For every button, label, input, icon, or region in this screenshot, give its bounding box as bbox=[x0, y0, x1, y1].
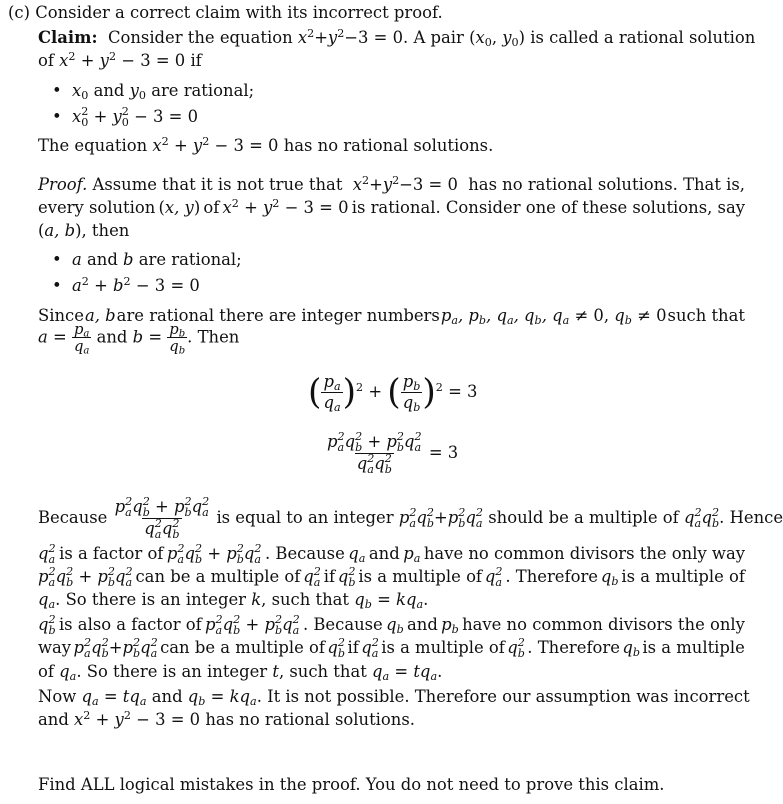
proof-bullet-2: • $a^2 + b^2 - 3 = 0$ bbox=[52, 275, 200, 297]
proof-label: Proof. bbox=[38, 175, 88, 194]
final-line: and $x^2 + y^2 - 3 = 0$ has no rational solutions. bbox=[38, 708, 415, 729]
para1-line-3: $q_a$. So there is an integer k, such that $q_b = kq_a$. bbox=[38, 590, 429, 611]
task-instruction: Find ALL logical mistakes in the proof. You do not need to prove this claim. bbox=[38, 775, 665, 794]
claim-bullet-1: • $x_0$ and $y_0$ are rational; bbox=[52, 80, 254, 102]
equation: $x^2+y^2-3 = 0$ bbox=[297, 26, 404, 47]
header-text: Consider a correct claim with its incorrect proof. bbox=[35, 3, 443, 22]
claim-label: Claim: bbox=[38, 28, 98, 47]
claim-line-1: Claim: Consider the equation $x^2+y^2-3 = 0$. A pair ($x_0$, $y_0$) is called a rational solution bbox=[38, 26, 756, 49]
display-equation-1: ( $\frac{p_a}{q_a}$ )$^2$ + ( $\frac{p_b}{q_b}$ )$^2$ = 3 bbox=[308, 372, 478, 414]
para2-line-3: of $q_a$. So there is an integer t, such that $q_a = tq_a$. bbox=[38, 662, 443, 683]
because-line: Because p 2 a q 2 b + p 2 b q 2 a q 2 a q 2 b is equal to an integer p 2 a q 2 b +p 2 b q 2 a should be a multiple of q 2 a q 2 b . Hence bbox=[38, 495, 783, 541]
claim-line-2: of $x^2 + y^2 - 3 = 0$ if bbox=[38, 49, 202, 70]
proof-bullet-1: • a and b are rational; bbox=[52, 249, 242, 271]
para2-line-1: q 2 b is also a factor of p 2 a q 2 b + p 2 b q 2 a . Because $q_b$ and $p_b$ have no common divisors the only bbox=[38, 612, 745, 637]
proof-line-1: Proof. Assume that it is not true that $x^2+y^2-3 = 0$ has no rational solutions. That is, bbox=[38, 173, 745, 194]
fraction-definition-line: a = $\frac{p_a}{q_a}$ and b = $\frac{p_b}{q_b}$ . Then bbox=[38, 321, 240, 357]
para2-line-2: way p 2 a q 2 b +p 2 b q 2 a can be a multiple of q 2 b if q 2 a is a multiple of q 2 b . Therefore $q_b$ is a multiple bbox=[38, 635, 745, 660]
display-equation-2: p 2 a q 2 b + p 2 b q 2 a q 2 a q 2 b = 3 bbox=[327, 430, 459, 476]
proof-line-2: every solution (x, y) of $x^2 + y^2 - 3 = 0$ is rational. Consider one of these solutions, say bbox=[38, 196, 745, 217]
claim-bullet-2: • x 2 0 + y 2 0 − 3 = 0 bbox=[52, 106, 198, 128]
para1-line-2: p 2 a q 2 b + p 2 b q 2 a can be a multiple of q 2 a if q 2 b is a multiple of q 2 a . Therefore $q_b$ is a multiple of bbox=[38, 564, 745, 589]
now-line: Now $q_a = tq_a$ and $q_b = kq_a$. It is not possible. Therefore our assumption was incorrect bbox=[38, 687, 750, 708]
since-line: Since a, b are rational there are integer numbers $p_a$, $p_b$, $q_a$, $q_b$, $q_a \ne 0$, $q_b \ne 0$ such that bbox=[38, 306, 745, 327]
proof-line-3: (a, b), then bbox=[38, 221, 130, 240]
part-label: (c) bbox=[8, 3, 30, 22]
para1-line-1: q 2 a is a factor of p 2 a q 2 b + p 2 b q 2 a . Because $q_a$ and $p_a$ have no common divisors the only way bbox=[38, 541, 745, 566]
problem-header bbox=[8, 2, 745, 24]
claim-conclusion: The equation $x^2 + y^2 - 3 = 0$ has no rational solutions. bbox=[38, 134, 494, 155]
